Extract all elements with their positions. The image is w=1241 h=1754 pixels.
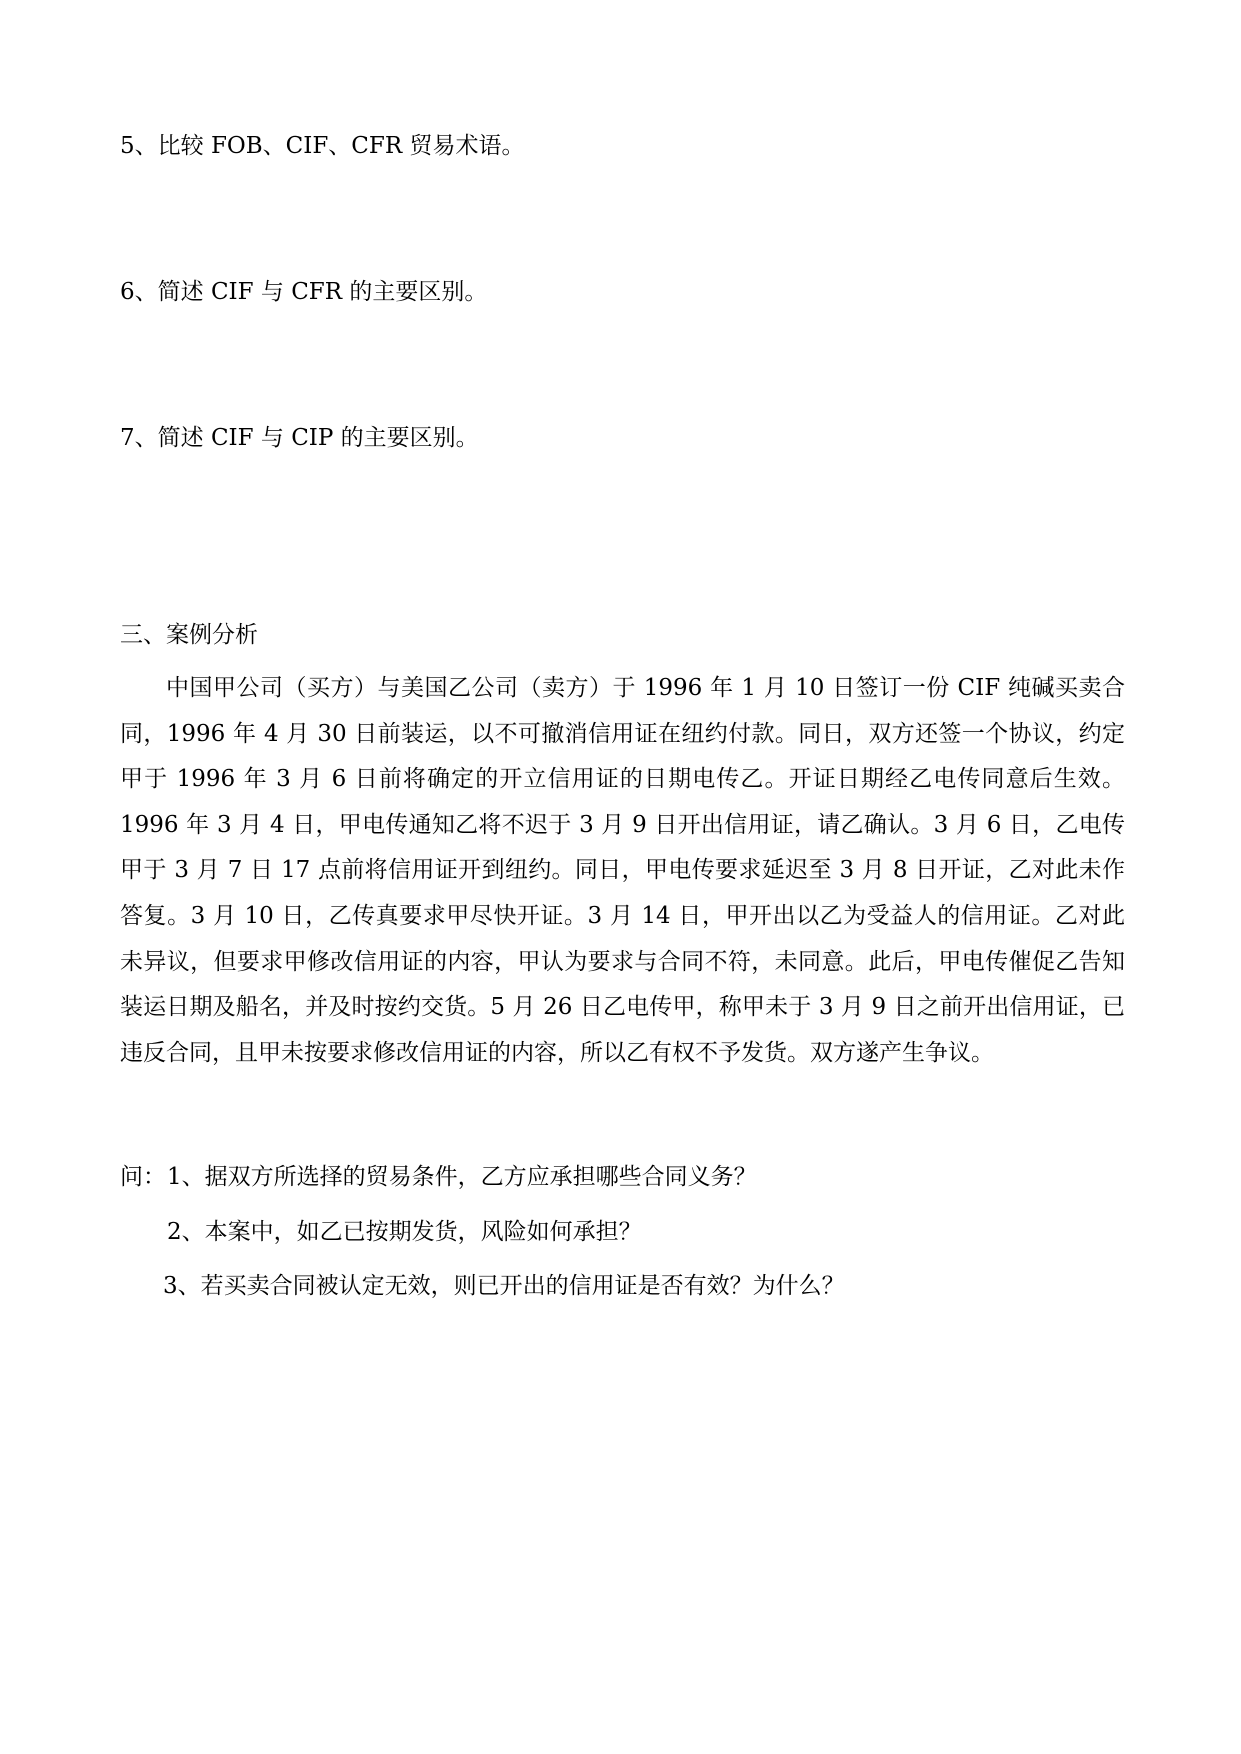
question-6: 6、简述 CIF 与 CFR 的主要区别。 — [120, 279, 488, 305]
sub-question-3: 3、若买卖合同被认定无效，则已开出的信用证是否有效？为什么？ — [163, 1273, 845, 1299]
question-5: 5、比较 FOB、CIF、CFR 贸易术语。 — [120, 133, 525, 159]
sub-question-1: 1、据双方所选择的贸易条件，乙方应承担哪些合同义务？ — [167, 1164, 757, 1190]
case-paragraph: 中国甲公司（买方）与美国乙公司（卖方）于 1996 年 1 月 10 日签订一份 CIF 纯碱买卖合同，1996 年 4 月 30 日前装运，以不可撤消信用证在纽约付款。同日，双方还签一个协议，约定甲于 1996 年 3 月 6 日前将确定的开立信用证的日期电传乙。开证日期经乙电传同意后生效。1996 年 3 月 4 日，甲电传通知乙将不迟于 3 月 9 日开出信用证，请乙确认。3 月 6 日，乙电传甲于 3 月 7 日 17 点前将信用证开到纽约。同日，甲电传要求延迟至 3 月 8 日开证，乙对此未作答复。3 月 10 日，乙传真要求甲尽快开证。3 月 14 日，甲开出以乙为受益人的信用证。乙对此未异议，但要求甲修改信用证的内容，甲认为要求与合同不符，未同意。此后，甲电传催促乙告知装运日期及船名，并及时按约交货。5 月 26 日乙电传甲，称甲未于 3 月 9 日之前开出信用证，已违反合同，且甲未按要求修改信用证的内容，所以乙有权不予发货。双方遂产生争议。 — [120, 675, 1125, 1066]
sub-question-2: 2、本案中，如乙已按期发货，风险如何承担？ — [167, 1219, 642, 1245]
question-7: 7、简述 CIF 与 CIP 的主要区别。 — [120, 425, 479, 451]
question-label: 问： — [120, 1164, 166, 1190]
section-title-case-analysis: 三、案例分析 — [120, 622, 258, 648]
